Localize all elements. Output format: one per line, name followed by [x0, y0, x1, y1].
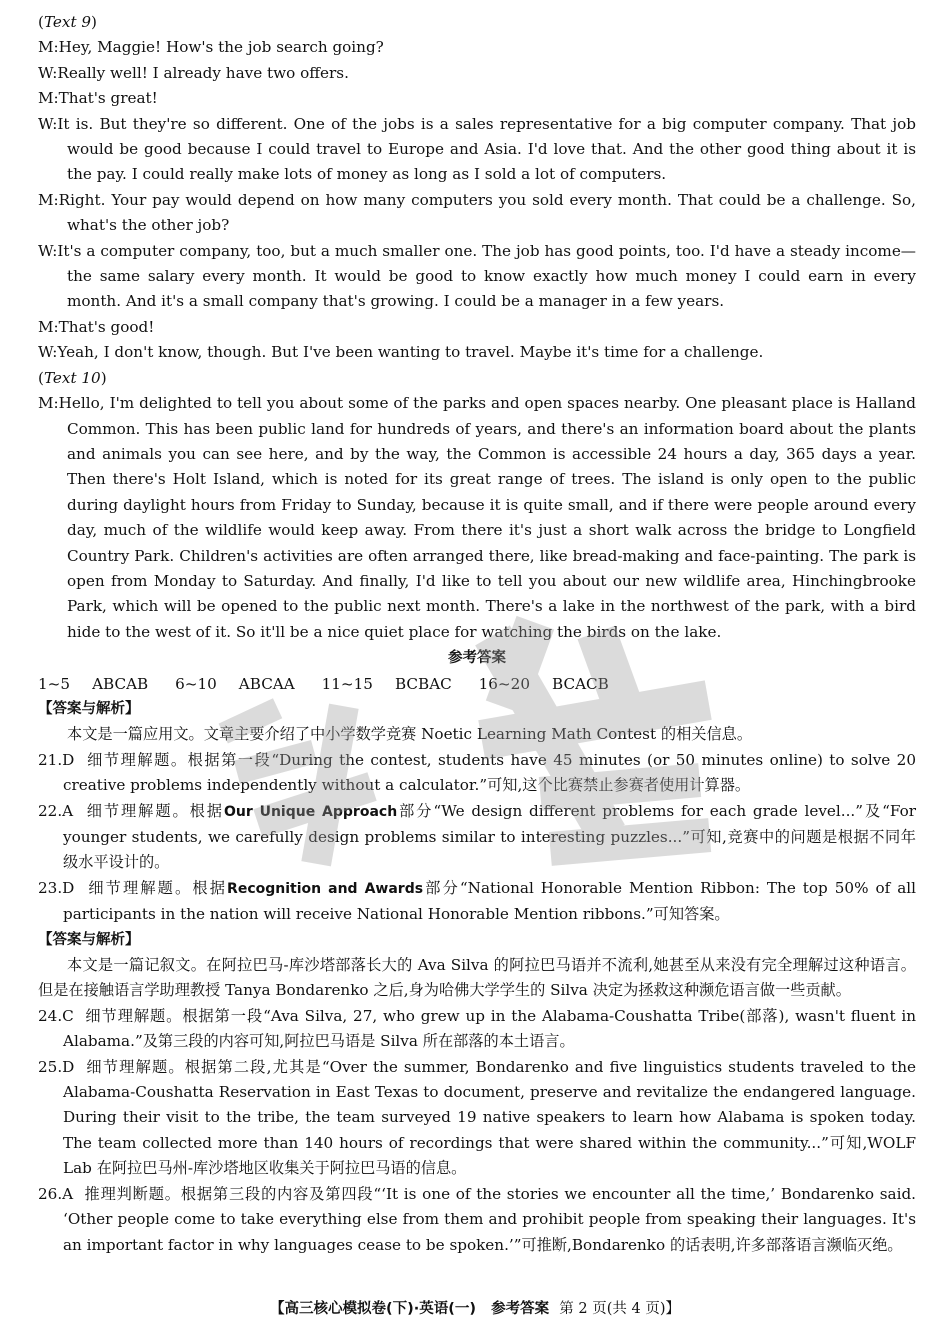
dialogue-line: W:It is. But they're so different. One of the jobs is a sales representative for a big computer company. That job would be good because I could travel to Europe and Asia. I'd love that. And the other good thing about it is the pay. I could really make lots of money as long as I sold a lot of computers. — [38, 114, 916, 184]
text10-label: (Text 10) — [38, 368, 107, 387]
section-heading: 【答案与解析】 — [38, 931, 140, 948]
dialogue-line: M:That's great! — [38, 89, 158, 108]
answer-key-row: 1~5 ABCAB 6~10 ABCAA 11~15 BCBAC 16~20 BCACB — [38, 674, 609, 693]
section-intro: 本文是一篇应用文。文章主要介绍了中小学数学竞赛 Noetic Learning Math Contest 的相关信息。 — [67, 725, 753, 744]
section-intro: 本文是一篇记叙文。在阿拉巴马-库沙塔部落长大的 Ava Silva 的阿拉巴马语并不流利,她甚至从来没有完全理解过这种语言。但是在接触语言学助理教授 Tanya Bondarenko 之后,身为哈佛大学学生的 Silva 决定为拯救这种濒危语言做一些贡献。 — [38, 956, 916, 1000]
dialogue-line: W:It's a computer company, too, but a much smaller one. The job has good points, too. I'd have a steady income—the same salary every month. It would be good to know exactly how much money I could earn in every month. And it's a small company that's growing. I could be a manager in a few years. — [38, 241, 916, 311]
answer-item: 26.A 推理判断题。根据第三段的内容及第四段“‘It is one of the stories we encounter all the time,’ Bondarenko said. ‘Other people come to take everything else from them and prohibit people from speaking their languages. It's an important factor in why languages cease to be spoken.’”可推断,Bondarenko 的话表明,许多部落语言濒临灭绝。 — [38, 1184, 917, 1254]
monologue: M:Hello, I'm delighted to tell you about some of the parks and open spaces nearby. One pleasant place is Halland Common. This has been public land for hundreds of years, and there's an information board about the plants and animals you can see here, and by the way, the Common is accessible 24 hours a day, 365 days a year. Then there's Holt Island, which is noted for its great range of trees. The island is only open to the public during daylight hours from Friday to Sunday, because it is quite small, and if there were people around every day, much of the wildlife would keep away. From there it's just a short walk across the bridge to Longfield Country Park. Children's activities are often arranged there, like bread-making and face-painting. The park is open from Monday to Saturday. And finally, I'd like to tell you about our new wildlife area, Hinchingbrooke Park, which will be opened to the public next month. There's a lake in the northwest of the park, with a bird hide to the west of it. So it'll be a nice quiet place for watching the birds on the lake. — [38, 394, 916, 641]
dialogue-line: M:Hey, Maggie! How's the job search going? — [38, 38, 384, 57]
answer-item: 21.D 细节理解题。根据第一段“During the contest, students have 45 minutes (or 50 minutes online) to solve 20 creative problems independently without a calculator.”可知,这个比赛禁止参赛者使用计算器。 — [38, 750, 917, 795]
answer-page — [38, 10, 916, 1258]
dialogue-line: W:Really well! I already have two offers. — [38, 63, 349, 82]
dialogue-line: W:Yeah, I don't know, though. But I've been wanting to travel. Maybe it's time for a challenge. — [38, 343, 764, 362]
text9-label: (Text 9) — [38, 13, 97, 31]
answer-item: 24.C 细节理解题。根据第一段“Ava Silva, 27, who grew up in the Alabama-Coushatta Tribe(部落), wasn't fluent in Alabama.”及第三段的内容可知,阿拉巴马语是 Silva 所在部落的本土语言。 — [38, 1006, 917, 1051]
answer-key-title: 参考答案 — [448, 650, 506, 667]
page-footer: 【高三核心模拟卷(下)·英语(一) 参考答案 第 2 页(共 4 页)】 — [270, 1301, 680, 1317]
answer-item: 22.A 细节理解题。根据Our Unique Approach部分“We design different problems for each grade level...”及“For younger students, we carefully design problems similar to interesting puzzles...”可知,竞赛中的问题是根据不同年级水平设计的。 — [38, 801, 916, 872]
answer-item: 25.D 细节理解题。根据第二段,尤其是“Over the summer, Bondarenko and five linguistics students traveled to the Alabama-Coushatta Reservation in East Texas to document, preserve and revitalize the endangered language. During their visit to the tribe, the team surveyed 19 native speakers to learn how Alabama is spoken today. The team collected more than 140 hours of recordings that were shared within the community...”可知,WOLF Lab 在阿拉巴马州-库沙塔地区收集关于阿拉巴马语的信息。 — [38, 1057, 917, 1178]
dialogue-line: M:Right. Your pay would depend on how many computers you sold every month. That could be a challenge. So, what's the other job? — [38, 190, 916, 235]
dialogue-line: M:That's good! — [38, 317, 155, 336]
answer-item: 23.D 细节理解题。根据Recognition and Awards部分“National Honorable Mention Ribbon: The top 50% of all participants in the nation will receive National Honorable Mention ribbons.”可知答案。 — [38, 878, 917, 924]
section-heading: 【答案与解析】 — [38, 700, 140, 717]
